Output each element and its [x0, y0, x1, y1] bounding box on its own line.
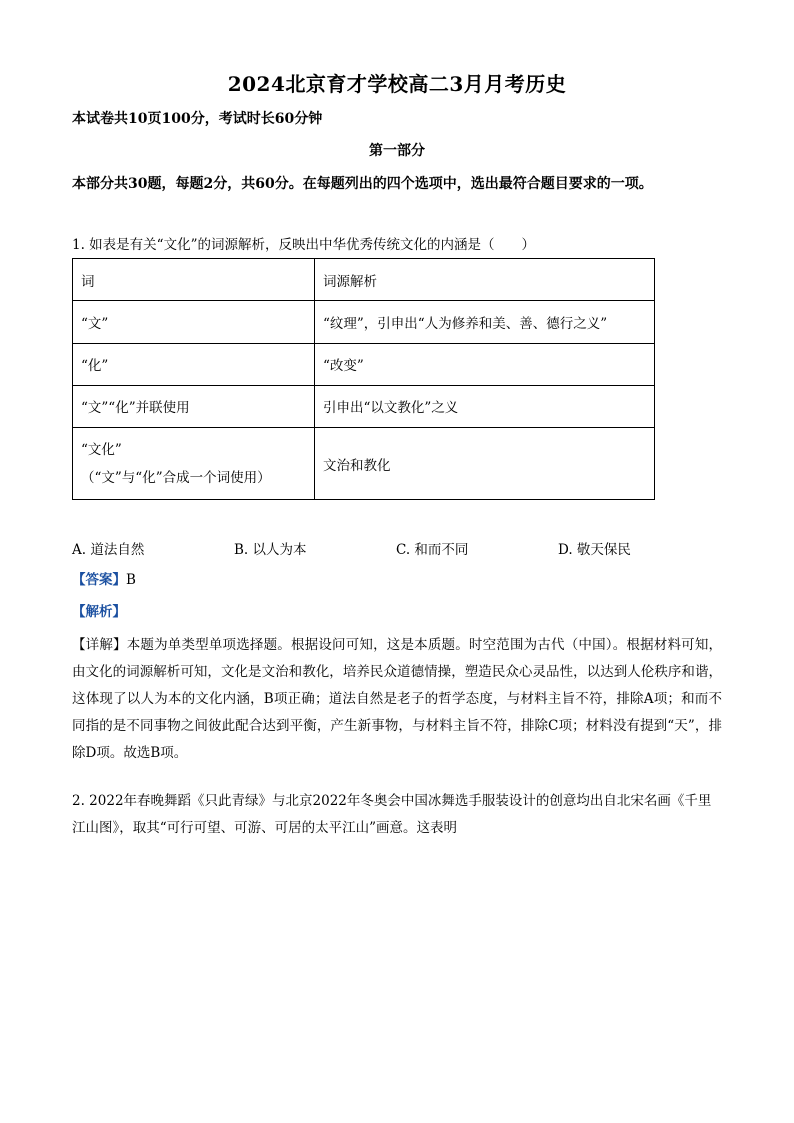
table-cell: 文治和教化: [315, 428, 655, 500]
table-cell: “纹理”，引申出“人为修养和美、善、德行之义”: [315, 301, 655, 343]
table-row: [73, 343, 655, 385]
option-a: A. 道法自然: [72, 542, 145, 558]
instructions: 本部分共30题，每题2分，共60分。在每题列出的四个选项中，选出最符合题目要求的一项。: [72, 176, 653, 192]
table-row: [73, 428, 655, 500]
detail-text: 本题为单类型单项选择题。根据设问可知，这是本质题。时空范围为古代（中国）。根据材料可知，由文化的词源解析可知，文化是文治和教化，培养民众道德情操，塑造民众心灵品性，以达到人伦秩序和谐，这体现了以人为本的文化内涵，B项正确；道法自然是老子的哲学态度，与材料主旨不符，排除A项；和而不同指的是不同事物之间彼此配合达到平衡，产生新事物，与材料主旨不符，排除C项；材料没有提到“天”，排除D项。故选B项。: [72, 637, 723, 761]
table-cell: “化”: [73, 343, 315, 385]
page-title: 2024北京育才学校高二3月月考历史: [227, 72, 567, 96]
option-d: D. 敬天保民: [558, 542, 631, 558]
answer-tag: 【答案】: [72, 572, 126, 588]
table-cell: “文化” （“文”与“化”合成一个词使用）: [73, 428, 315, 500]
table-row: [73, 301, 655, 343]
table-header-row: [73, 259, 655, 301]
option-b: B. 以人为本: [234, 542, 307, 558]
table-cell: “文”: [73, 301, 315, 343]
table-cell: “文”“化”并联使用: [73, 385, 315, 427]
option-c: C. 和而不同: [396, 542, 469, 558]
table-cell: “改变”: [315, 343, 655, 385]
table-row: [73, 385, 655, 427]
answer-value: B: [126, 572, 136, 588]
table-header-cell: 词源解析: [315, 259, 655, 301]
question-1-options: [72, 538, 722, 558]
analysis-tag: 【解析】: [72, 604, 126, 620]
exam-info: 本试卷共10页100分，考试时长60分钟: [72, 111, 323, 127]
analysis-line: [72, 600, 722, 620]
answer-line: [72, 568, 722, 588]
table-cell: 引申出“以文教化”之义: [315, 385, 655, 427]
detail-paragraph: [72, 632, 722, 767]
section-title: 第一部分: [369, 143, 425, 159]
question-1-stem: 1. 如表是有关“文化”的词源解析，反映出中华优秀传统文化的内涵是（ ）: [72, 237, 535, 253]
table-header-cell: 词: [73, 259, 315, 301]
etymology-table: [72, 258, 655, 500]
question-2-stem: 2. 2022年春晚舞蹈《只此青绿》与北京2022年冬奥会中国冰舞选手服装设计的创意均出自北宋名画《千里江山图》，取其“可行可望、可游、可居的太平江山”画意。这表明: [72, 793, 712, 836]
detail-tag: 【详解】: [72, 637, 127, 653]
